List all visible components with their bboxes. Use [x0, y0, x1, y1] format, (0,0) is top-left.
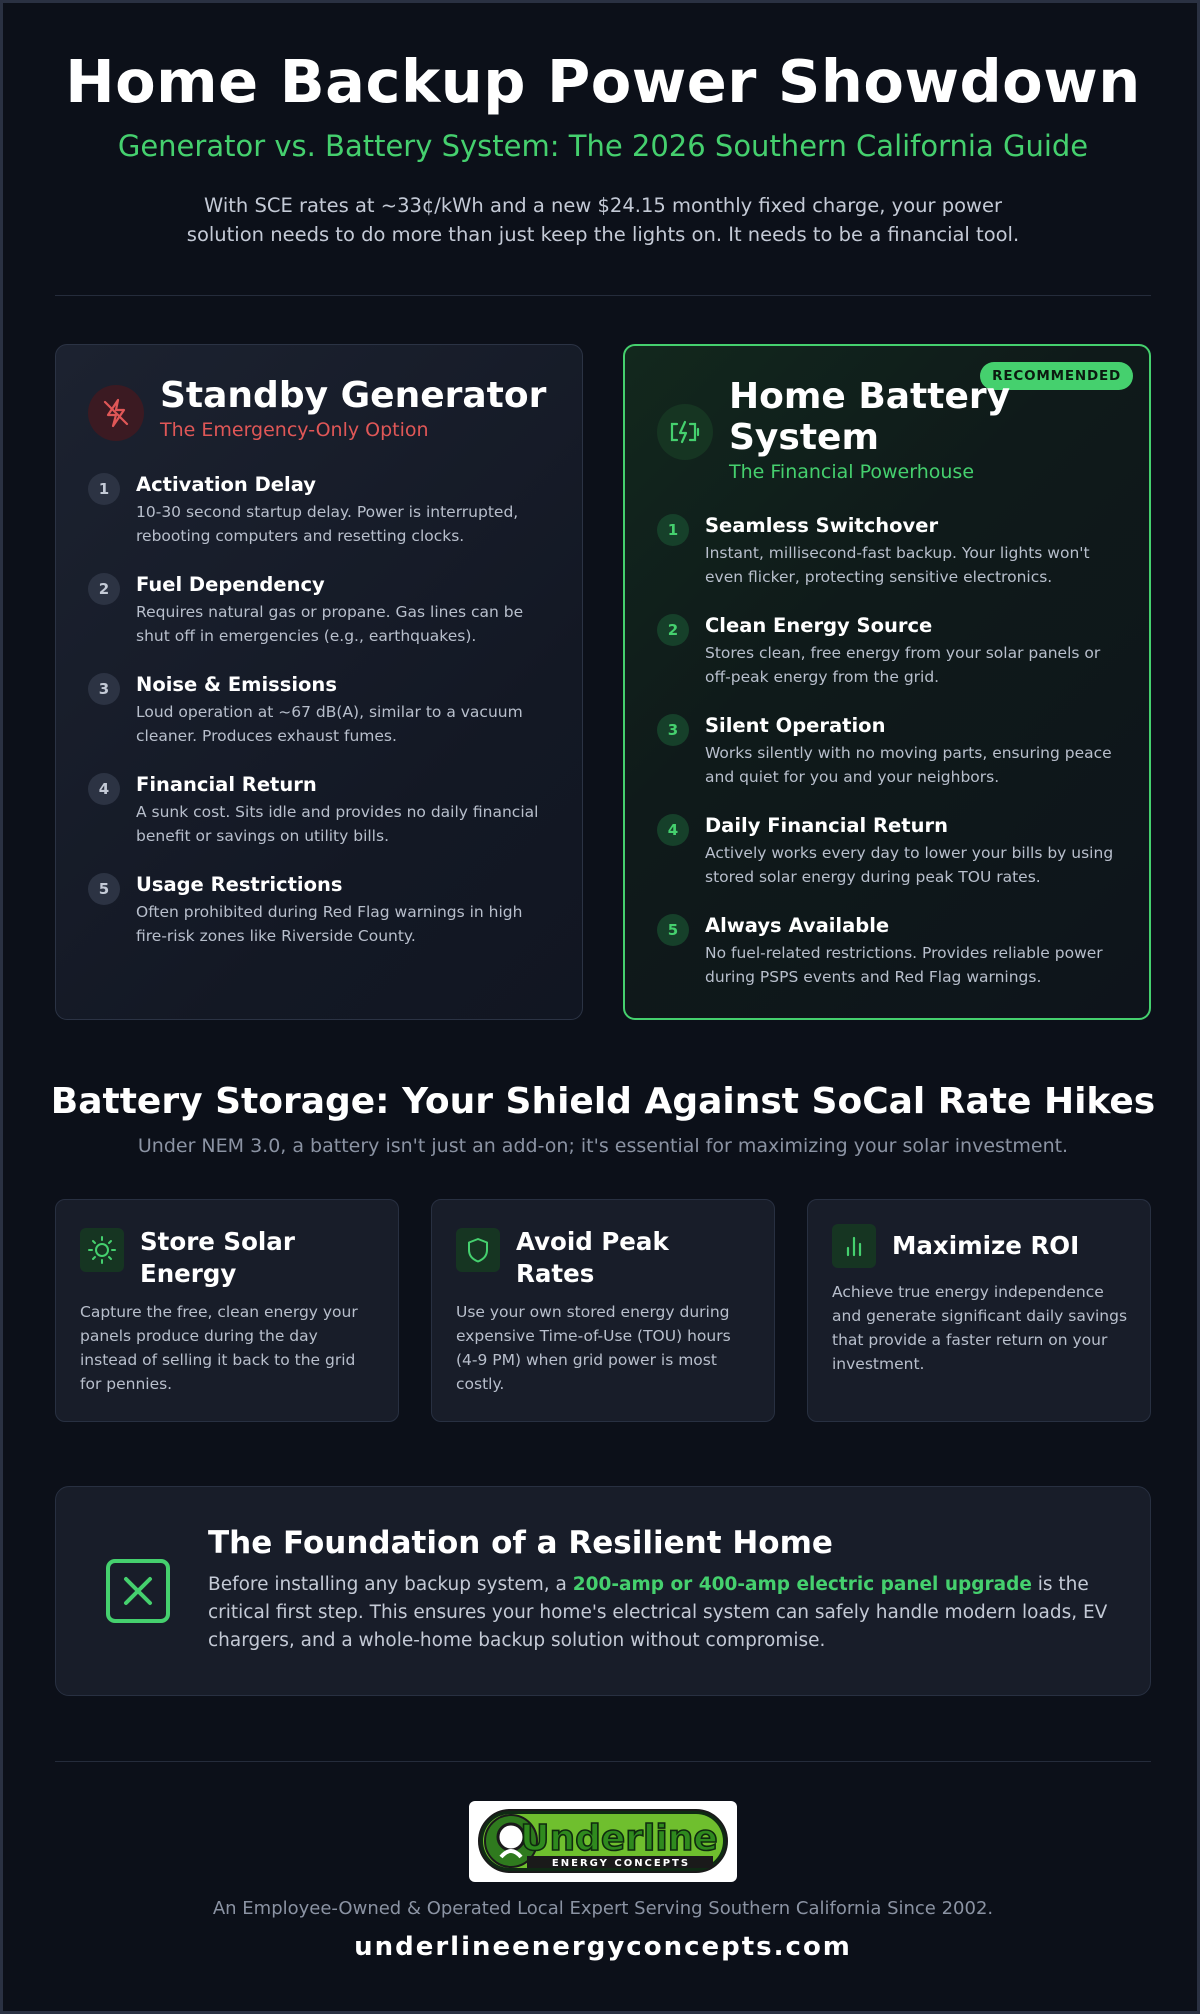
foundation-text: [208, 1571, 1108, 1655]
item-number: 5: [88, 873, 120, 905]
feature-description: Capture the free, clean energy your panels produce during the day instead of selling it back to the grid for pennies.: [80, 1303, 358, 1393]
item-number: 5: [657, 914, 689, 946]
item-number: 4: [657, 814, 689, 846]
item-title: Silent Operation: [705, 714, 886, 737]
item-number: 1: [88, 473, 120, 505]
foundation-card: [55, 1486, 1151, 1696]
battery-title-line2: System: [729, 417, 879, 458]
recommended-badge: RECOMMENDED: [980, 362, 1133, 390]
item-number: 3: [88, 673, 120, 705]
item-title: Daily Financial Return: [705, 814, 948, 837]
battery-card: [623, 344, 1151, 1020]
feature-title-line1: Maximize ROI: [892, 1231, 1080, 1260]
feature-description: Achieve true energy independence and generate significant daily savings that provide a faster return on your investment.: [832, 1283, 1128, 1373]
footer-tagline: An Employee-Owned & Operated Local Expert Serving Southern California Since 2002.: [212, 1898, 994, 1919]
foundation-text-after: is the critical first step. This ensures your home's electrical system can safely handle modern loads, EV chargers, and a whole-home backup solution without compromise.: [208, 1574, 1108, 1651]
feature-title-line1: Store Solar: [140, 1227, 295, 1256]
battery-tagline: The Financial Powerhouse: [729, 461, 975, 483]
footer-divider: [55, 1761, 1151, 1762]
battery-charging-icon: [657, 404, 713, 460]
page-subtitle: Generator vs. Battery System: The 2026 Southern California Guide: [117, 129, 1089, 163]
company-logo: [469, 1801, 737, 1882]
generator-title: Standby Generator: [160, 375, 547, 416]
feature-title-line1: Avoid Peak: [516, 1227, 669, 1256]
storage-title: Battery Storage: Your Shield Against SoCal Rate Hikes: [50, 1081, 1156, 1122]
foundation-title: The Foundation of a Resilient Home: [208, 1525, 833, 1561]
header-divider: [55, 295, 1151, 296]
generator-card: [55, 344, 583, 1020]
panel-upgrade-highlight: 200-amp or 400-amp electric panel upgrade: [572, 1574, 1032, 1595]
logo-subtext: ENERGY CONCEPTS: [551, 1858, 691, 1869]
power-off-icon: [88, 385, 144, 441]
logo-wordmark: Underline: [520, 1818, 718, 1859]
generator-tagline: The Emergency-Only Option: [160, 419, 429, 441]
item-description: Requires natural gas or propane. Gas lines can be shut off in emergencies (e.g., earthquakes).: [136, 603, 524, 645]
foundation-text-before: Before installing any backup system, a: [208, 1574, 573, 1595]
item-description: Works silently with no moving parts, ensuring peace and quiet for you and your neighbors.: [705, 744, 1112, 786]
battery-title-line1: Home Battery: [729, 376, 1011, 417]
item-title: Clean Energy Source: [705, 614, 933, 637]
shield-icon: [456, 1228, 500, 1272]
item-description: Instant, millisecond-fast backup. Your lights won't even flicker, protecting sensitive electronics.: [705, 544, 1090, 586]
sun-icon: [80, 1228, 124, 1272]
item-description: Loud operation at ~67 dB(A), similar to a vacuum cleaner. Produces exhaust fumes.: [136, 703, 523, 745]
feature-description: Use your own stored energy during expensive Time-of-Use (TOU) hours (4-9 PM) when grid power is most costly.: [456, 1303, 731, 1393]
feature-title-line2: Rates: [516, 1259, 595, 1288]
feature-card-avoid-peak: [431, 1199, 775, 1422]
item-number: 1: [657, 514, 689, 546]
feature-card-maximize-roi: [807, 1199, 1151, 1422]
item-title: Noise & Emissions: [136, 673, 337, 696]
item-description: No fuel-related restrictions. Provides reliable power during PSPS events and Red Flag warnings.: [705, 944, 1103, 986]
item-number: 2: [657, 614, 689, 646]
bar-chart-icon: [832, 1224, 876, 1268]
item-description: Often prohibited during Red Flag warnings in high fire-risk zones like Riverside County.: [136, 903, 523, 945]
storage-subtitle: Under NEM 3.0, a battery isn't just an add-on; it's essential for maximizing your solar investment.: [137, 1135, 1069, 1157]
item-number: 3: [657, 714, 689, 746]
item-title: Fuel Dependency: [136, 573, 325, 596]
website-link[interactable]: underlineenergyconcepts.com: [354, 1932, 852, 1962]
item-title: Financial Return: [136, 773, 317, 796]
page-title: Home Backup Power Showdown: [65, 47, 1141, 116]
item-title: Usage Restrictions: [136, 873, 343, 896]
item-title: Always Available: [705, 914, 890, 937]
item-description: Stores clean, free energy from your solar panels or off-peak energy from the grid.: [705, 644, 1101, 686]
panel-x-icon: [104, 1557, 172, 1625]
item-number: 4: [88, 773, 120, 805]
item-description: Actively works every day to lower your bills by using stored solar energy during peak TOU rates.: [705, 844, 1114, 886]
item-description: A sunk cost. Sits idle and provides no daily financial benefit or savings on utility bills.: [136, 803, 539, 845]
item-number: 2: [88, 573, 120, 605]
item-title: Seamless Switchover: [705, 514, 939, 537]
feature-card-store-solar: [55, 1199, 399, 1422]
item-description: 10-30 second startup delay. Power is interrupted, rebooting computers and resetting clocks.: [136, 503, 519, 545]
item-title: Activation Delay: [136, 473, 316, 496]
intro-text: With SCE rates at ~33¢/kWh and a new $24.15 monthly fixed charge, your power solution needs to do more than just keep the lights on. It needs to be a financial tool.: [186, 194, 1020, 246]
feature-title-line2: Energy: [140, 1259, 237, 1288]
